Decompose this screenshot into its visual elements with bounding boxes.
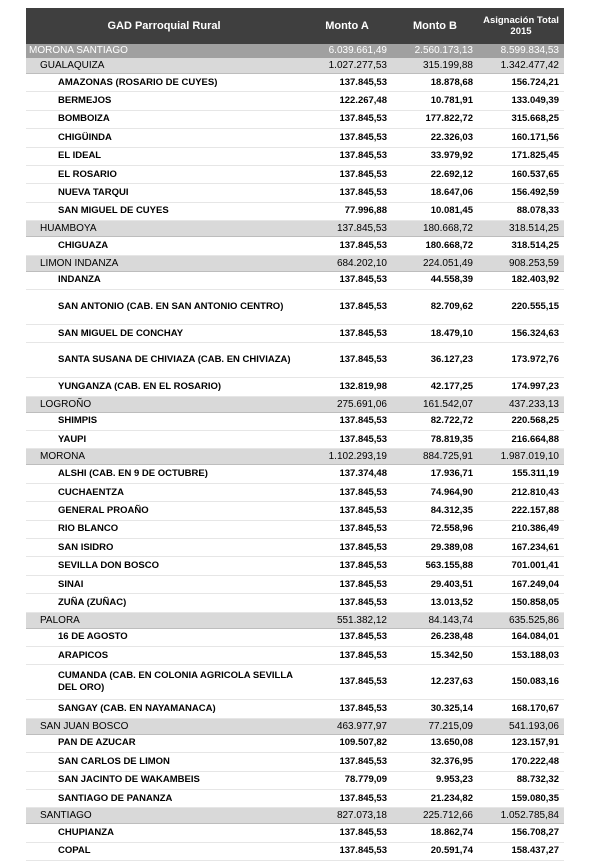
total-cell: 1.342.477,42 [478,58,564,74]
amount-a-cell: 137.845,53 [302,483,392,501]
name-cell: YUNGANZA (CAB. EN EL ROSARIO) [26,378,302,396]
amount-b-cell: 78.819,35 [392,431,478,449]
amount-a-cell: 463.977,97 [302,718,392,734]
parish-row [26,771,564,789]
header-amount-a: Monto A [302,8,392,44]
parish-row [26,184,564,202]
name-cell: CUCHAENTZA [26,483,302,501]
amount-a-cell: 137.845,53 [302,628,392,646]
amount-b-cell: 10.081,45 [392,202,478,220]
amount-a-cell: 137.845,53 [302,646,392,664]
amount-a-cell: 137.845,53 [302,502,392,520]
total-cell: 8.599.834,53 [478,44,564,58]
amount-a-cell: 137.845,53 [302,165,392,183]
total-cell: 216.664,88 [478,431,564,449]
name-cell: ZUÑA (ZUÑAC) [26,594,302,612]
amount-a-cell: 275.691,06 [302,396,392,412]
parish-row [26,271,564,289]
name-cell: SANTA SUSANA DE CHIVIAZA (CAB. EN CHIVIAZA) [26,343,302,378]
total-cell: 210.386,49 [478,520,564,538]
amount-a-cell: 137.845,53 [302,789,392,807]
amount-a-cell: 137.845,53 [302,343,392,378]
amount-a-cell: 137.845,53 [302,431,392,449]
parish-row [26,575,564,593]
parish-row [26,539,564,557]
amount-b-cell: 884.725,91 [392,449,478,465]
name-cell: LIMON INDANZA [26,255,302,271]
name-cell: BOMBOIZA [26,110,302,128]
total-cell: 158.437,27 [478,842,564,860]
amount-a-cell: 684.202,10 [302,255,392,271]
name-cell: SINAI [26,575,302,593]
parish-row [26,502,564,520]
amount-a-cell: 78.779,09 [302,771,392,789]
total-cell: 133.049,39 [478,92,564,110]
amount-b-cell: 177.822,72 [392,110,478,128]
parish-row [26,646,564,664]
parish-row [26,324,564,342]
name-cell: GUALAQUIZA [26,58,302,74]
amount-b-cell: 72.558,96 [392,520,478,538]
amount-b-cell: 22.692,12 [392,165,478,183]
canton-row [26,808,564,824]
total-cell: 160.537,65 [478,165,564,183]
amount-a-cell: 137.845,53 [302,753,392,771]
parish-row [26,734,564,752]
amount-a-cell: 6.039.661,49 [302,44,392,58]
amount-b-cell: 161.542,07 [392,396,478,412]
amount-b-cell: 33.979,92 [392,147,478,165]
amount-a-cell: 137.845,53 [302,289,392,324]
amount-b-cell: 10.781,91 [392,92,478,110]
parish-row [26,465,564,483]
amount-b-cell: 82.709,62 [392,289,478,324]
amount-a-cell: 137.845,53 [302,110,392,128]
parish-row [26,824,564,842]
amount-a-cell: 137.845,53 [302,221,392,237]
total-cell: 88.078,33 [478,202,564,220]
total-cell: 701.001,41 [478,557,564,575]
name-cell: ARAPICOS [26,646,302,664]
name-cell: MORONA [26,449,302,465]
total-cell: 150.083,16 [478,665,564,700]
name-cell: PALORA [26,612,302,628]
parish-row [26,343,564,378]
parish-row [26,753,564,771]
amount-b-cell: 18.878,68 [392,74,478,92]
amount-a-cell: 137.845,53 [302,575,392,593]
amount-a-cell: 137.845,53 [302,665,392,700]
header-amount-b: Monto B [392,8,478,44]
amount-a-cell: 132.819,98 [302,378,392,396]
amount-b-cell: 224.051,49 [392,255,478,271]
allocation-table-sheet [26,8,564,861]
total-cell: 318.514,25 [478,237,564,255]
amount-a-cell: 137.845,53 [302,74,392,92]
amount-b-cell: 42.177,25 [392,378,478,396]
name-cell: GENERAL PROAÑO [26,502,302,520]
total-cell: 315.668,25 [478,110,564,128]
amount-a-cell: 137.845,53 [302,324,392,342]
amount-b-cell: 15.342,50 [392,646,478,664]
amount-b-cell: 180.668,72 [392,237,478,255]
name-cell: HUAMBOYA [26,221,302,237]
total-cell: 1.987.019,10 [478,449,564,465]
amount-b-cell: 13.650,08 [392,734,478,752]
name-cell: 16 DE AGOSTO [26,628,302,646]
amount-a-cell: 1.102.293,19 [302,449,392,465]
name-cell: CHIGUAZA [26,237,302,255]
name-cell: SAN ISIDRO [26,539,302,557]
parish-row [26,665,564,700]
parish-row [26,628,564,646]
total-cell: 159.080,35 [478,789,564,807]
total-cell: 1.052.785,84 [478,808,564,824]
name-cell: RIO BLANCO [26,520,302,538]
amount-b-cell: 225.712,66 [392,808,478,824]
total-cell: 182.403,92 [478,271,564,289]
amount-a-cell: 137.845,53 [302,184,392,202]
total-cell: 88.732,32 [478,771,564,789]
name-cell: SANTIAGO [26,808,302,824]
parish-row [26,842,564,860]
total-cell: 635.525,86 [478,612,564,628]
total-cell: 220.555,15 [478,289,564,324]
name-cell: CHIGÜINDA [26,129,302,147]
parish-row [26,92,564,110]
province-row [26,44,564,58]
name-cell: BERMEJOS [26,92,302,110]
header-parish: GAD Parroquial Rural [26,8,302,44]
parish-row [26,431,564,449]
total-cell: 220.568,25 [478,412,564,430]
allocation-table [26,8,564,861]
total-cell: 153.188,03 [478,646,564,664]
amount-a-cell: 137.845,53 [302,520,392,538]
amount-a-cell: 1.027.277,53 [302,58,392,74]
parish-row [26,520,564,538]
total-cell: 155.311,19 [478,465,564,483]
total-cell: 174.997,23 [478,378,564,396]
amount-b-cell: 26.238,48 [392,628,478,646]
amount-a-cell: 137.845,53 [302,700,392,718]
amount-a-cell: 137.845,53 [302,237,392,255]
name-cell: SHIMPIS [26,412,302,430]
total-cell: 167.249,04 [478,575,564,593]
parish-row [26,378,564,396]
amount-b-cell: 36.127,23 [392,343,478,378]
total-cell: 156.708,27 [478,824,564,842]
amount-b-cell: 18.647,06 [392,184,478,202]
amount-b-cell: 44.558,39 [392,271,478,289]
amount-a-cell: 137.845,53 [302,557,392,575]
name-cell: SAN ANTONIO (CAB. EN SAN ANTONIO CENTRO) [26,289,302,324]
amount-a-cell: 551.382,12 [302,612,392,628]
amount-b-cell: 563.155,88 [392,557,478,575]
total-cell: 170.222,48 [478,753,564,771]
name-cell: EL IDEAL [26,147,302,165]
amount-b-cell: 13.013,52 [392,594,478,612]
name-cell: LOGROÑO [26,396,302,412]
parish-row [26,237,564,255]
amount-a-cell: 137.845,53 [302,539,392,557]
amount-b-cell: 2.560.173,13 [392,44,478,58]
total-cell: 164.084,01 [478,628,564,646]
amount-a-cell: 137.845,53 [302,594,392,612]
parish-row [26,557,564,575]
canton-row [26,221,564,237]
parish-row [26,483,564,501]
amount-a-cell: 137.845,53 [302,129,392,147]
amount-b-cell: 32.376,95 [392,753,478,771]
amount-b-cell: 21.234,82 [392,789,478,807]
amount-b-cell: 30.325,14 [392,700,478,718]
name-cell: SAN JACINTO DE WAKAMBEIS [26,771,302,789]
amount-a-cell: 137.845,53 [302,842,392,860]
amount-a-cell: 137.845,53 [302,147,392,165]
amount-b-cell: 18.862,74 [392,824,478,842]
total-cell: 171.825,45 [478,147,564,165]
name-cell: SAN MIGUEL DE CONCHAY [26,324,302,342]
total-cell: 222.157,88 [478,502,564,520]
parish-row [26,412,564,430]
amount-a-cell: 137.845,53 [302,271,392,289]
table-header-row [26,8,564,44]
canton-row [26,396,564,412]
name-cell: SEVILLA DON BOSCO [26,557,302,575]
parish-row [26,129,564,147]
total-cell: 156.724,21 [478,74,564,92]
name-cell: NUEVA TARQUI [26,184,302,202]
name-cell: CUMANDA (CAB. EN COLONIA AGRICOLA SEVILLA DEL ORO) [26,665,302,700]
amount-b-cell: 18.479,10 [392,324,478,342]
name-cell: AMAZONAS (ROSARIO DE CUYES) [26,74,302,92]
canton-row [26,449,564,465]
total-cell: 168.170,67 [478,700,564,718]
amount-b-cell: 77.215,09 [392,718,478,734]
parish-row [26,789,564,807]
parish-row [26,110,564,128]
total-cell: 160.171,56 [478,129,564,147]
parish-row [26,594,564,612]
amount-b-cell: 315.199,88 [392,58,478,74]
amount-a-cell: 137.374,48 [302,465,392,483]
name-cell: PAN DE AZUCAR [26,734,302,752]
canton-row [26,612,564,628]
parish-row [26,165,564,183]
name-cell: MORONA SANTIAGO [26,44,302,58]
amount-b-cell: 17.936,71 [392,465,478,483]
name-cell: ALSHI (CAB. EN 9 DE OCTUBRE) [26,465,302,483]
total-cell: 541.193,06 [478,718,564,734]
total-cell: 212.810,43 [478,483,564,501]
amount-a-cell: 137.845,53 [302,824,392,842]
amount-b-cell: 12.237,63 [392,665,478,700]
amount-b-cell: 84.312,35 [392,502,478,520]
canton-row [26,255,564,271]
amount-a-cell: 137.845,53 [302,412,392,430]
parish-row [26,289,564,324]
total-cell: 437.233,13 [478,396,564,412]
name-cell: SAN MIGUEL DE CUYES [26,202,302,220]
amount-a-cell: 77.996,88 [302,202,392,220]
parish-row [26,202,564,220]
parish-row [26,74,564,92]
name-cell: SANTIAGO DE PANANZA [26,789,302,807]
total-cell: 123.157,91 [478,734,564,752]
canton-row [26,718,564,734]
name-cell: CHUPIANZA [26,824,302,842]
name-cell: SAN CARLOS DE LIMON [26,753,302,771]
total-cell: 908.253,59 [478,255,564,271]
name-cell: COPAL [26,842,302,860]
amount-b-cell: 9.953,23 [392,771,478,789]
canton-row [26,58,564,74]
amount-b-cell: 84.143,74 [392,612,478,628]
amount-b-cell: 29.403,51 [392,575,478,593]
total-cell: 173.972,76 [478,343,564,378]
amount-a-cell: 122.267,48 [302,92,392,110]
name-cell: YAUPI [26,431,302,449]
header-total-2015: Asignación Total 2015 [478,8,564,44]
name-cell: SAN JUAN BOSCO [26,718,302,734]
amount-b-cell: 22.326,03 [392,129,478,147]
parish-row [26,147,564,165]
table-body [26,44,564,861]
total-cell: 167.234,61 [478,539,564,557]
name-cell: SANGAY (CAB. EN NAYAMANACA) [26,700,302,718]
total-cell: 318.514,25 [478,221,564,237]
amount-a-cell: 109.507,82 [302,734,392,752]
total-cell: 156.324,63 [478,324,564,342]
name-cell: INDANZA [26,271,302,289]
total-cell: 150.858,05 [478,594,564,612]
amount-b-cell: 20.591,74 [392,842,478,860]
amount-b-cell: 29.389,08 [392,539,478,557]
amount-b-cell: 82.722,72 [392,412,478,430]
parish-row [26,700,564,718]
amount-b-cell: 180.668,72 [392,221,478,237]
total-cell: 156.492,59 [478,184,564,202]
amount-a-cell: 827.073,18 [302,808,392,824]
name-cell: EL ROSARIO [26,165,302,183]
amount-b-cell: 74.964,90 [392,483,478,501]
